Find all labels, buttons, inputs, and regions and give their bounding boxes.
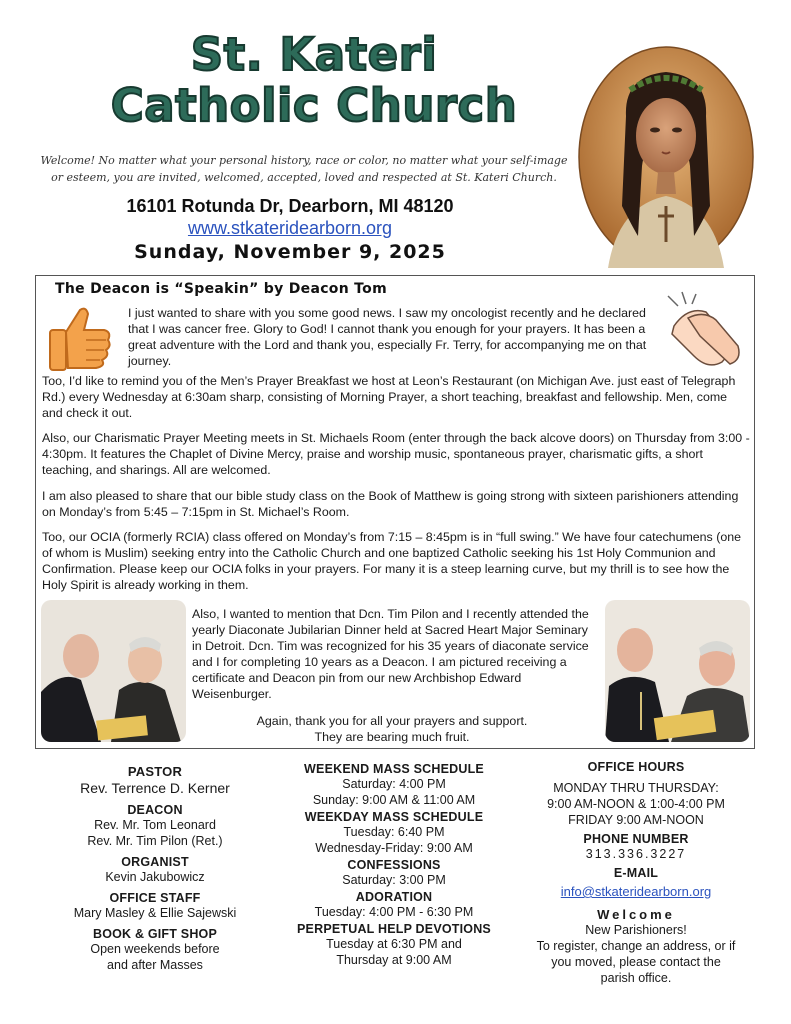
phone-number[interactable]: 313.336.3227 — [585, 847, 687, 861]
office-hours-line-2: 9:00 AM-NOON & 1:00-4:00 PM — [547, 797, 725, 811]
deacon-heading: DEACON — [127, 803, 183, 817]
perpetual-help-line-1: Tuesday at 6:30 PM and — [326, 937, 462, 951]
confessions-time: Saturday: 3:00 PM — [342, 873, 446, 887]
deacon-name-2: Rev. Mr. Tim Pilon (Ret.) — [87, 834, 223, 848]
staff-column — [40, 760, 270, 973]
deacon-closing — [192, 713, 592, 745]
office-staff-names: Mary Masley & Ellie Sajewski — [73, 906, 237, 920]
adoration-time: Tuesday: 4:00 PM - 6:30 PM — [314, 905, 474, 919]
office-hours-line-3: FRIDAY 9:00 AM-NOON — [568, 813, 704, 827]
weekday-mass-tuesday: Tuesday: 6:40 PM — [343, 825, 445, 839]
deacon-paragraph-4: I am also pleased to share that our bible study class on the Book of Matthew is going strong with sixteen parishioners attending on Monday’s from 5:45 – 7:15pm in St. Michael’s Room. — [42, 489, 739, 519]
email-heading: E-MAIL — [613, 866, 659, 880]
confessions-heading: CONFESSIONS — [347, 858, 441, 872]
office-column — [520, 760, 752, 986]
deacon-paragraph-5: Too, our OCIA (formerly RCIA) class offered on Monday’s from 7:15 – 8:45pm is in “full swing.” We have four catechumens (one of whom is Muslim) seeking entry into the Catholic Church and one baptized Catholic seeking his 1st Holy Communion and Confirmation. Please keep our OCIA folks in your prayers. For many it is a steep learning curve, but my thrill is to see how the Holy Spirit is already working in them. — [42, 530, 741, 592]
church-address: 16101 Rotunda Dr, Dearborn, MI 48120 — [126, 196, 454, 216]
deacon-name-1: Rev. Mr. Tom Leonard — [94, 818, 216, 832]
clapping-hands-icon — [660, 290, 744, 370]
weekend-mass-saturday: Saturday: 4:00 PM — [342, 777, 446, 791]
deacon-article-title: The Deacon is “Speakin” by Deacon Tom — [55, 281, 387, 297]
bulletin-date: Sunday, November 9, 2025 — [134, 241, 446, 263]
deacon-paragraph-6: Also, I wanted to mention that Dcn. Tim Pilon and I recently attended the yearly Diaconate Jubilarian Dinner held at Sacred Heart Major Seminary in Detroit. Dcn. Tim was recognized for his 35 years of diaconate service and I for completing 10 years as a Deacon. I am pictured receiving a certificate and Deacon pin from our new Archbishop Edward Weisenburger. — [192, 607, 589, 701]
weekday-mass-wed-fri: Wednesday-Friday: 9:00 AM — [315, 841, 473, 855]
welcome-line-3: you moved, please contact the — [551, 955, 721, 969]
jubilarian-photo-right — [605, 600, 750, 742]
schedule-column — [283, 760, 505, 968]
gift-shop-line-1: Open weekends before — [90, 942, 220, 956]
deacon-closing-line2: They are bearing much fruit. — [314, 730, 470, 744]
website-link[interactable]: www.stkateridearborn.org — [187, 218, 393, 238]
office-hours-heading: OFFICE HOURS — [587, 760, 685, 774]
thumbs-up-icon — [44, 302, 114, 374]
email-link[interactable]: info@stkateridearborn.org — [560, 884, 712, 899]
welcome-heading: Welcome — [597, 907, 675, 922]
adoration-heading: ADORATION — [355, 890, 433, 904]
gift-shop-line-2: and after Masses — [107, 958, 203, 972]
welcome-line-4: parish office. — [600, 971, 672, 985]
church-title-line2: Catholic Church — [110, 79, 518, 132]
weekday-mass-heading: WEEKDAY MASS SCHEDULE — [304, 810, 484, 824]
jubilarian-photo-left — [41, 600, 186, 742]
weekend-mass-heading: WEEKEND MASS SCHEDULE — [304, 762, 484, 776]
church-title — [104, 30, 524, 132]
church-title-line1: St. Kateri — [190, 28, 438, 81]
deacon-closing-line1: Again, thank you for all your prayers and support. — [256, 714, 528, 728]
welcome-line-2: To register, change an address, or if — [536, 939, 736, 953]
pastor-heading: PASTOR — [127, 764, 183, 779]
welcome-statement: Welcome! No matter what your personal history, race or color, no matter what your self-image or esteem, you are invited, welcomed, accepted, loved and respected at St. Kateri Church. — [40, 154, 568, 184]
welcome-line-1: New Parishioners! — [585, 923, 687, 937]
gift-shop-heading: BOOK & GIFT SHOP — [92, 927, 218, 941]
deacon-paragraph-1: I just wanted to share with you some good news. I saw my oncologist recently and he declared that I was cancer free. Glory to God! I cannot thank you enough for your prayers. It has been a great adventure with the Lord and thank you, especially Fr. Terry, for accompanying me on that journey. — [128, 306, 647, 368]
pastor-name: Rev. Terrence D. Kerner — [80, 780, 230, 796]
perpetual-help-line-2: Thursday at 9:00 AM — [336, 953, 452, 967]
organist-heading: ORGANIST — [121, 855, 189, 869]
office-staff-heading: OFFICE STAFF — [109, 891, 201, 905]
weekend-mass-sunday: Sunday: 9:00 AM & 11:00 AM — [312, 793, 476, 807]
st-kateri-portrait — [578, 46, 754, 268]
deacon-paragraph-3: Also, our Charismatic Prayer Meeting meets in St. Michaels Room (enter through the back alcove doors) on Thursday from 3:00 - 4:30pm. It features the Chaplet of Divine Mercy, praise and worship music, spontaneous prayer, charismatic gifts, a short teaching, and sharings. All are welcomed. — [42, 431, 750, 477]
office-hours-line-1: MONDAY THRU THURSDAY: — [553, 781, 719, 795]
deacon-paragraph-2: Too, I’d like to remind you of the Men’s Prayer Breakfast we host at Leon’s Restaurant (on Michigan Ave. just east of Telegraph Rd.) every Wednesday at 6:30am sharp, consisting of Morning Prayer, a short teaching, breakfast and fellowship. Men, come and check it out. — [42, 374, 736, 420]
organist-name: Kevin Jakubowicz — [105, 870, 205, 884]
perpetual-help-heading: PERPETUAL HELP DEVOTIONS — [297, 922, 491, 936]
phone-heading: PHONE NUMBER — [583, 832, 689, 846]
